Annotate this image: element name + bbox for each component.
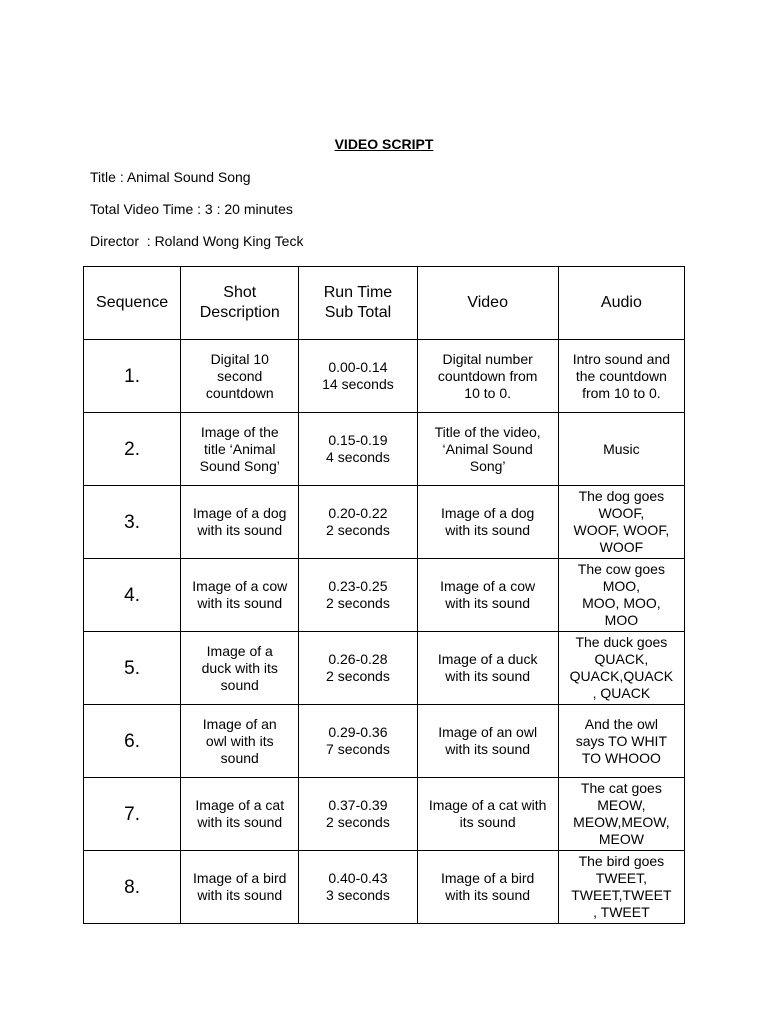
sequence-cell: 4. [84,559,181,632]
sequence-cell: 8. [84,851,181,924]
table-row [84,559,685,632]
table-row [84,413,685,486]
video-cell: Digital number countdown from 10 to 0. [417,340,558,413]
audio-cell: The cat goes MEOW, MEOW,MEOW, MEOW [558,778,684,851]
run-time-cell: 0.23-0.25 2 seconds [299,559,417,632]
table-header-row [84,267,685,340]
shot-description-cell: Image of the title ‘Animal Sound Song’ [181,413,299,486]
table-row [84,632,685,705]
shot-description-cell: Image of a cat with its sound [181,778,299,851]
audio-cell: The duck goes QUACK, QUACK,QUACK , QUACK [558,632,684,705]
sequence-cell: 7. [84,778,181,851]
video-script-table [83,266,685,924]
shot-description-cell: Image of a bird with its sound [181,851,299,924]
video-cell: Title of the video, ‘Animal Sound Song’ [417,413,558,486]
shot-description-cell: Image of a cow with its sound [181,559,299,632]
audio-cell: The dog goes WOOF, WOOF, WOOF, WOOF [558,486,684,559]
table-row [84,705,685,778]
header-sequence: Sequence [84,267,181,340]
header-audio: Audio [558,267,684,340]
video-cell: Image of a bird with its sound [417,851,558,924]
video-cell: Image of a cow with its sound [417,559,558,632]
shot-description-cell: Digital 10 second countdown [181,340,299,413]
sequence-cell: 6. [84,705,181,778]
director-line: Director : Roland Wong King Teck [90,233,304,249]
video-cell: Image of an owl with its sound [417,705,558,778]
sequence-cell: 5. [84,632,181,705]
sequence-cell: 2. [84,413,181,486]
audio-cell: Music [558,413,684,486]
run-time-cell: 0.26-0.28 2 seconds [299,632,417,705]
run-time-cell: 0.29-0.36 7 seconds [299,705,417,778]
run-time-cell: 0.37-0.39 2 seconds [299,778,417,851]
table-row [84,851,685,924]
shot-description-cell: Image of a dog with its sound [181,486,299,559]
run-time-cell: 0.15-0.19 4 seconds [299,413,417,486]
table-row [84,486,685,559]
run-time-cell: 0.00-0.14 14 seconds [299,340,417,413]
sequence-cell: 3. [84,486,181,559]
total-video-time-line: Total Video Time : 3 : 20 minutes [90,201,293,217]
table-row [84,340,685,413]
audio-cell: Intro sound and the countdown from 10 to 0. [558,340,684,413]
video-cell: Image of a dog with its sound [417,486,558,559]
video-cell: Image of a duck with its sound [417,632,558,705]
run-time-cell: 0.40-0.43 3 seconds [299,851,417,924]
audio-cell: The cow goes MOO, MOO, MOO, MOO [558,559,684,632]
header-run-time: Run Time Sub Total [299,267,417,340]
header-video: Video [417,267,558,340]
shot-description-cell: Image of a duck with its sound [181,632,299,705]
document-heading: VIDEO SCRIPT [334,136,434,152]
run-time-cell: 0.20-0.22 2 seconds [299,486,417,559]
video-cell: Image of a cat with its sound [417,778,558,851]
audio-cell: The bird goes TWEET, TWEET,TWEET , TWEET [558,851,684,924]
audio-cell: And the owl says TO WHIT TO WHOOO [558,705,684,778]
title-line: Title : Animal Sound Song [90,169,251,185]
shot-description-cell: Image of an owl with its sound [181,705,299,778]
sequence-cell: 1. [84,340,181,413]
header-shot-description: Shot Description [181,267,299,340]
table-row [84,778,685,851]
